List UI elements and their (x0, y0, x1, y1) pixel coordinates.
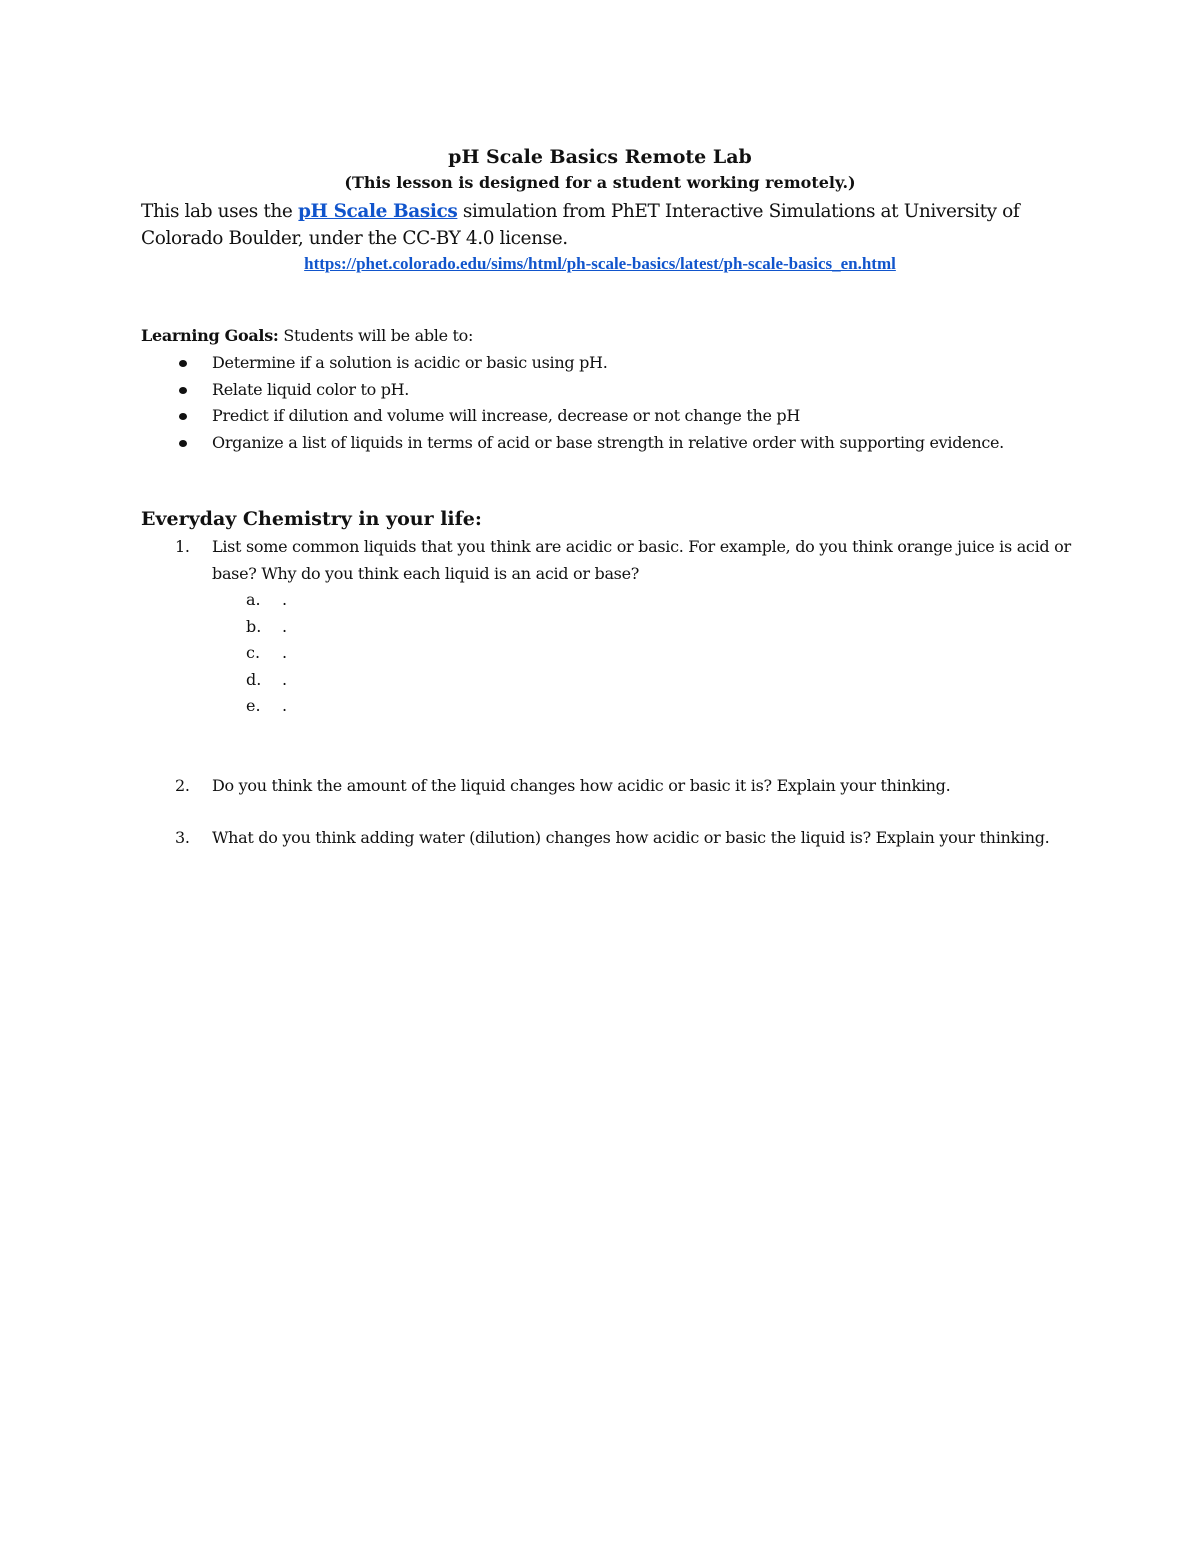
intro-text-after: simulation from PhET Interactive Simulations at University of Colorado Boulder, under the CC-BY 4.0 license. (141, 201, 1020, 249)
answer-blank: . (282, 616, 288, 636)
list-item (141, 430, 1071, 457)
simulation-link[interactable]: pH Scale Basics (297, 201, 458, 222)
goal-text: Determine if a solution is acidic or basic using pH. (212, 353, 608, 372)
bullet-icon (179, 387, 187, 394)
answer-blank: . (282, 590, 288, 609)
list-item (141, 377, 1071, 404)
intro-text-before: This lab uses the (141, 201, 298, 222)
answer-letter: b. (246, 616, 262, 636)
question-text: Do you think the amount of the liquid changes how acidic or basic it is? Explain your thinking. (212, 776, 951, 795)
answer-blank: . (282, 643, 288, 662)
list-item (141, 350, 1071, 377)
question-text: List some common liquids that you think are acidic or basic. For example, do you think orange juice is acid or base? Why do you think each liquid is an acid or base? (212, 537, 1071, 583)
goal-text: Organize a list of liquids in terms of acid or base strength in relative order with supporting evidence. (212, 432, 1004, 452)
simulation-url (0, 252, 1200, 276)
learning-goals-label: Learning Goals: (141, 326, 279, 345)
question-text: What do you think adding water (dilution) changes how acidic or basic the liquid is? Explain your thinking. (212, 828, 1050, 847)
answer-letter: d. (246, 669, 262, 689)
question-3 (141, 825, 1071, 852)
section-heading: Everyday Chemistry in your life: (141, 508, 482, 530)
learning-goals-list (141, 350, 1071, 456)
question-1 (141, 534, 1071, 587)
answer-letter: a. (246, 590, 261, 609)
answer-letter: c. (246, 643, 261, 662)
answer-letter: e. (246, 696, 261, 715)
bullet-icon (179, 413, 187, 420)
document-title: pH Scale Basics Remote Lab (448, 146, 752, 168)
bullet-icon (179, 360, 187, 367)
goal-text: Predict if dilution and volume will increase, decrease or not change the pH (212, 406, 801, 425)
goal-text: Relate liquid color to pH. (212, 379, 410, 399)
bullet-icon (179, 440, 187, 447)
question-number: 3. (175, 828, 190, 847)
document-subtitle: (This lesson is designed for a student working remotely.) (344, 173, 856, 192)
question-number: 2. (175, 776, 190, 795)
learning-goals-lead: Students will be able to: (278, 326, 474, 345)
answer-blank: . (282, 669, 288, 689)
simulation-url-link[interactable]: https://phet.colorado.edu/sims/html/ph-scale-basics/latest/ph-scale-basics_en.html (304, 254, 896, 273)
answer-blank: . (282, 696, 288, 715)
question-number: 1. (175, 537, 190, 556)
learning-goals-heading (141, 324, 473, 348)
intro-paragraph (141, 198, 1071, 252)
question-2 (141, 773, 1071, 800)
list-item (141, 403, 1071, 430)
